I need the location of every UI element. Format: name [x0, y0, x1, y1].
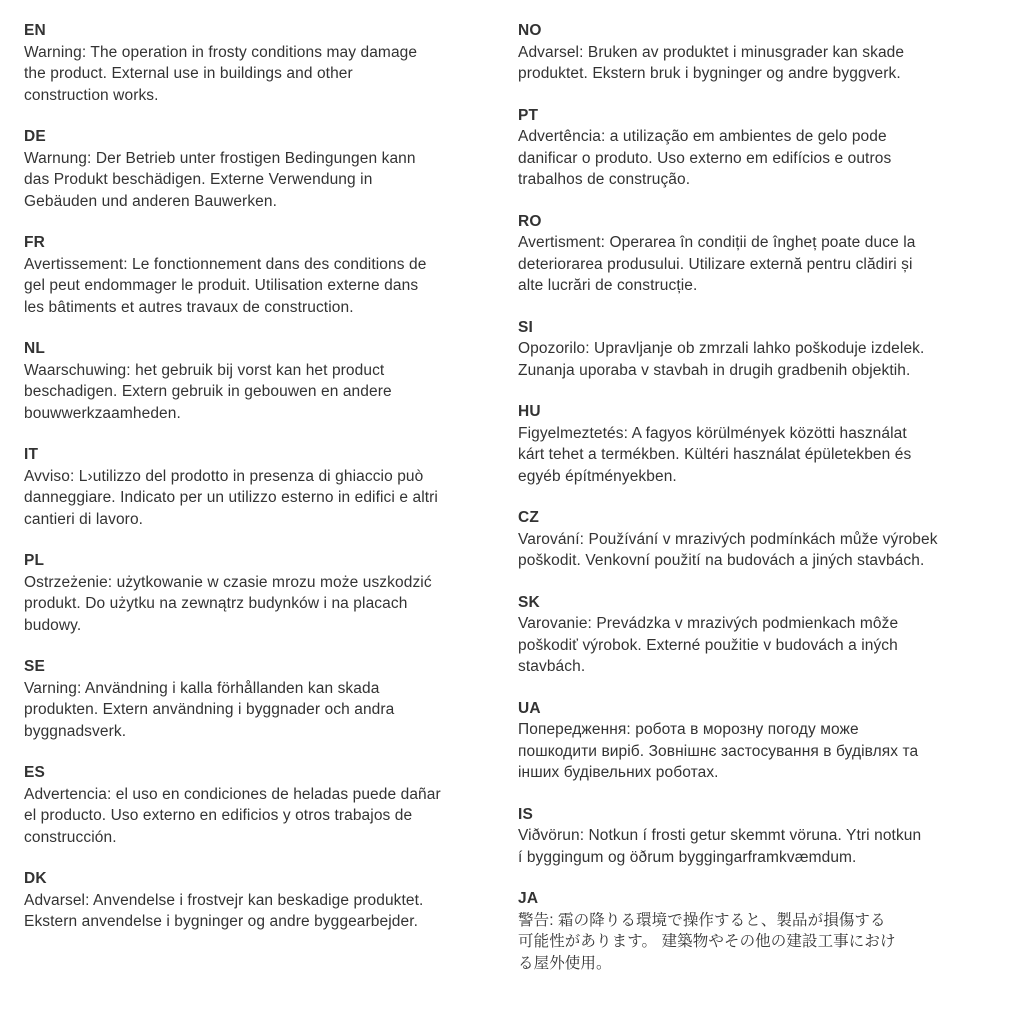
language-code-ua: UA: [518, 699, 541, 717]
warning-text-dk: Advarsel: Anvendelse i frostvejr kan beskadige produktet. Ekstern anvendelse i bygninger og andre byggearbejder.: [24, 891, 424, 930]
section-hu: [518, 401, 1014, 487]
language-code-de: DE: [24, 128, 46, 145]
column-left: [24, 20, 518, 1024]
warning-text-fr: Avertissement: Le fonctionnement dans des conditions de gel peut endommager le produit. Utilisation externe dans les bâtiments et autres travaux de construction.: [24, 255, 427, 316]
section-dk: [24, 868, 518, 933]
column-right: [518, 20, 1014, 1024]
section-ua: [518, 698, 1014, 784]
warning-text-es: Advertencia: el uso en condiciones de heladas puede dañar el producto. Uso externo en edificios y otros trabajos de construcción.: [24, 785, 441, 846]
section-es: [24, 762, 518, 848]
section-de: [24, 126, 518, 212]
section-is: [518, 804, 1014, 869]
language-code-pt: PT: [518, 106, 539, 124]
section-si: [518, 317, 1014, 382]
section-sk: [518, 592, 1014, 678]
warning-text-se: Varning: Användning i kalla förhållanden kan skada produkten. Extern användning i byggnader och andra byggnadsverk.: [24, 679, 395, 740]
warning-text-is: Viðvörun: Notkun í frosti getur skemmt vöruna. Ytri notkun í byggingum og öðrum byggingarframkvæmdum.: [518, 827, 922, 866]
section-cz: [518, 507, 1014, 572]
section-pt: [518, 105, 1014, 191]
language-code-cz: CZ: [518, 509, 540, 526]
language-code-pl: PL: [24, 552, 45, 569]
language-code-ja: JA: [518, 890, 539, 907]
section-en: [24, 20, 518, 106]
warning-text-it: Avviso: L›utilizzo del prodotto in presenza di ghiaccio può danneggiare. Indicato per un utilizzo esterno in edifici e altri cantieri di lavoro.: [24, 467, 438, 528]
warning-text-de: Warnung: Der Betrieb unter frostigen Bedingungen kann das Produkt beschädigen. Externe Verwendung in Gebäuden und anderen Bauwerken.: [24, 149, 416, 210]
language-code-en: EN: [24, 22, 46, 39]
warning-text-ja: 警告: 霜の降りる環境で操作すると、製品が損傷する 可能性があります。 建築物やその他の建設工事におけ る屋外使用。: [518, 911, 896, 972]
language-code-es: ES: [24, 764, 46, 781]
warning-text-si: Opozorilo: Upravljanje ob zmrzali lahko poškoduje izdelek. Zunanja uporaba v stavbah in drugih gradbenih objektih.: [518, 340, 925, 379]
warning-text-pt: Advertência: a utilização em ambientes de gelo pode danificar o produto. Uso externo em edifícios e outros trabalhos de construção.: [518, 128, 892, 188]
language-code-sk: SK: [518, 593, 540, 611]
warning-text-ro: Avertisment: Operarea în condiții de îngheț poate duce la deteriorarea produsului. Utilizare externă pentru clădiri și alte lucrări de construcție.: [518, 234, 916, 294]
section-no: [518, 20, 1014, 85]
section-fr: [24, 232, 518, 318]
warning-text-pl: Ostrzeżenie: użytkowanie w czasie mrozu może uszkodzić produkt. Do użytku na zewnątrz budynków i na placach budowy.: [24, 573, 432, 634]
section-se: [24, 656, 518, 742]
section-nl: [24, 338, 518, 424]
section-pl: [24, 550, 518, 636]
warning-text-cz: Varování: Používání v mrazivých podmínkách může výrobek poškodit. Venkovní použití na budovách a jiných stavbách.: [518, 530, 938, 569]
language-code-is: IS: [518, 805, 534, 823]
section-it: [24, 444, 518, 530]
warning-text-ua: Попередження: робота в морозну погоду може пошкодити виріб. Зовнішнє застосування в будівлях та інших будівельних роботах.: [518, 721, 919, 781]
warning-text-hu: Figyelmeztetés: A fagyos körülmények közötti használat kárt tehet a termékben. Kültéri használat épületekben és egyéb építményekben.: [518, 424, 912, 485]
language-code-no: NO: [518, 22, 542, 39]
warning-text-no: Advarsel: Bruken av produktet i minusgrader kan skade produktet. Ekstern bruk i bygninger og andre byggverk.: [518, 43, 905, 82]
language-code-dk: DK: [24, 870, 47, 887]
language-code-it: IT: [24, 446, 39, 463]
language-code-hu: HU: [518, 403, 541, 420]
language-code-fr: FR: [24, 234, 46, 251]
language-code-si: SI: [518, 318, 534, 336]
section-ro: [518, 211, 1014, 297]
warning-text-sk: Varovanie: Prevádzka v mrazivých podmienkach môže poškodiť výrobok. Externé použitie v budovách a iných stavbách.: [518, 615, 899, 675]
warning-text-en: Warning: The operation in frosty conditions may damage the product. External use in buildings and other construction works.: [24, 43, 418, 104]
language-code-se: SE: [24, 658, 46, 675]
language-code-ro: RO: [518, 212, 542, 230]
warning-text-nl: Waarschuwing: het gebruik bij vorst kan het product beschadigen. Extern gebruik in gebouwen en andere bouwwerkzaamheden.: [24, 361, 392, 422]
language-code-nl: NL: [24, 340, 46, 357]
section-ja: [518, 888, 1014, 974]
